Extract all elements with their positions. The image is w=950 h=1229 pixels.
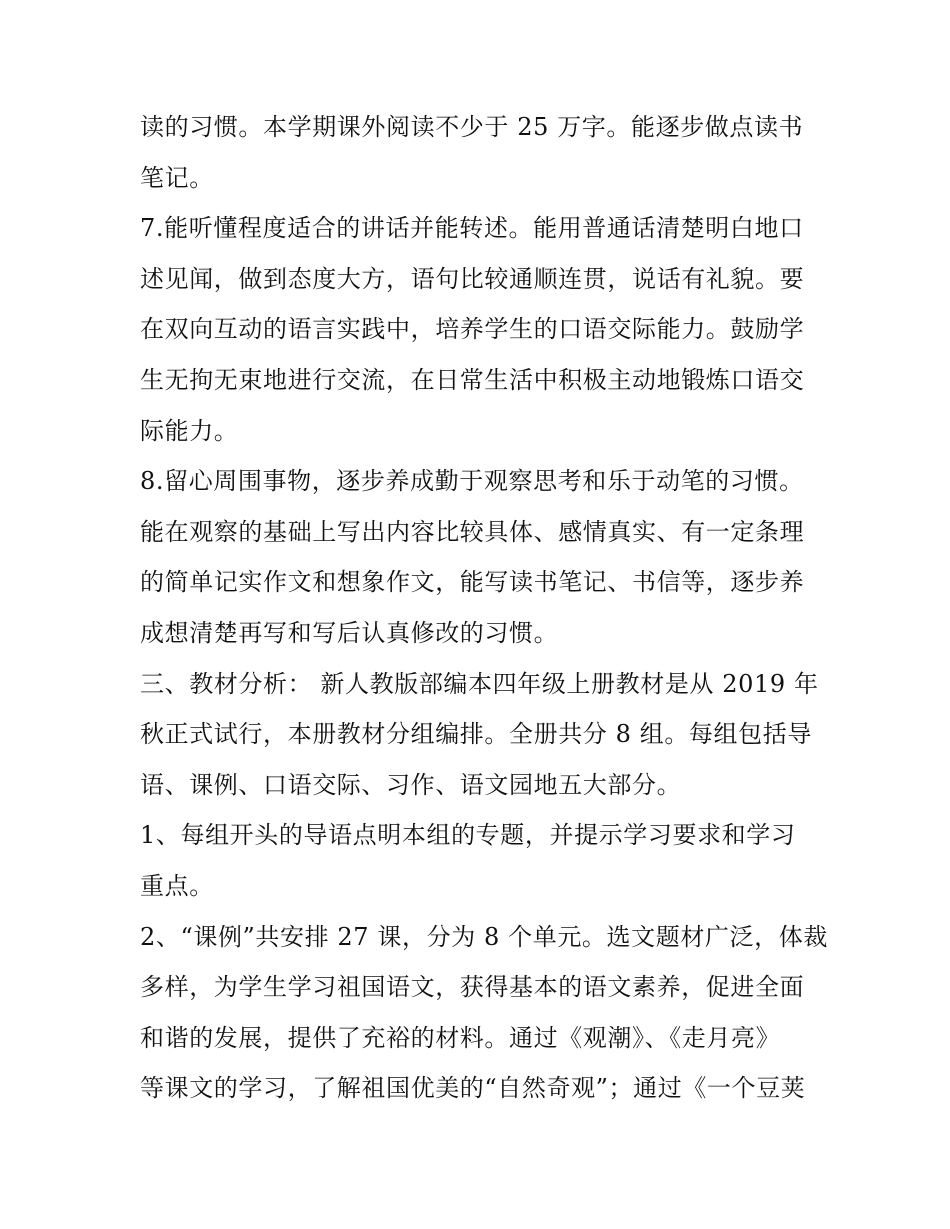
text-line: 等课文的学习，了解祖国优美的“自然奇观”；通过《一个豆荚 — [140, 1074, 806, 1103]
text-line: 重点。 — [140, 871, 214, 900]
text-line: 在双向互动的语言实践中，培养学生的口语交际能力。鼓励学 — [140, 315, 805, 344]
text-line: 7.能听懂程度适合的讲话并能转述。能用普通话清楚明白地口 — [140, 214, 804, 243]
text-line: 成想清楚再写和写后认真修改的习惯。 — [140, 618, 559, 647]
text-line: 笔记。 — [140, 163, 214, 192]
document-body — [140, 102, 828, 1114]
text-line: 际能力。 — [140, 416, 239, 445]
text-line: 8.留心周围事物，逐步养成勤于观察思考和乐于动笔的习惯。 — [140, 467, 804, 496]
text-line: 和谐的发展，提供了充裕的材料。通过《观潮》、《走月亮》 — [140, 1023, 781, 1052]
text-line: 1、每组开头的导语点明本组的专题，并提示学习要求和学习 — [140, 821, 796, 850]
text-line: 多样，为学生学习祖国语文，获得基本的语文素养，促进全面 — [140, 973, 805, 1002]
text-line: 能在观察的基础上写出内容比较具体、感情真实、有一定条理 — [140, 517, 805, 546]
text-line: 读的习惯。本学期课外阅读不少于 25 万字。能逐步做点读书 — [140, 113, 804, 141]
text-line: 秋正式试行，本册教材分组编排。全册共分 8 组。每组包括导 — [140, 720, 812, 749]
text-line: 语、课例、口语交际、习作、语文园地五大部分。 — [140, 770, 682, 799]
text-line: 生无拘无束地进行交流，在日常生活中积极主动地锻炼口语交 — [140, 365, 805, 394]
text-line: 2、“课例”共安排 27 课，分为 8 个单元。选文题材广泛，体裁 — [140, 922, 828, 951]
text-line: 的简单记实作文和想象作文，能写读书笔记、书信等，逐步养 — [140, 568, 805, 597]
text-line: 述见闻，做到态度大方，语句比较通顺连贯，说话有礼貌。要 — [140, 264, 805, 293]
section-heading-line: 三、教材分析： 新人教版部编本四年级上册教材是从 2019 年 — [140, 669, 819, 698]
